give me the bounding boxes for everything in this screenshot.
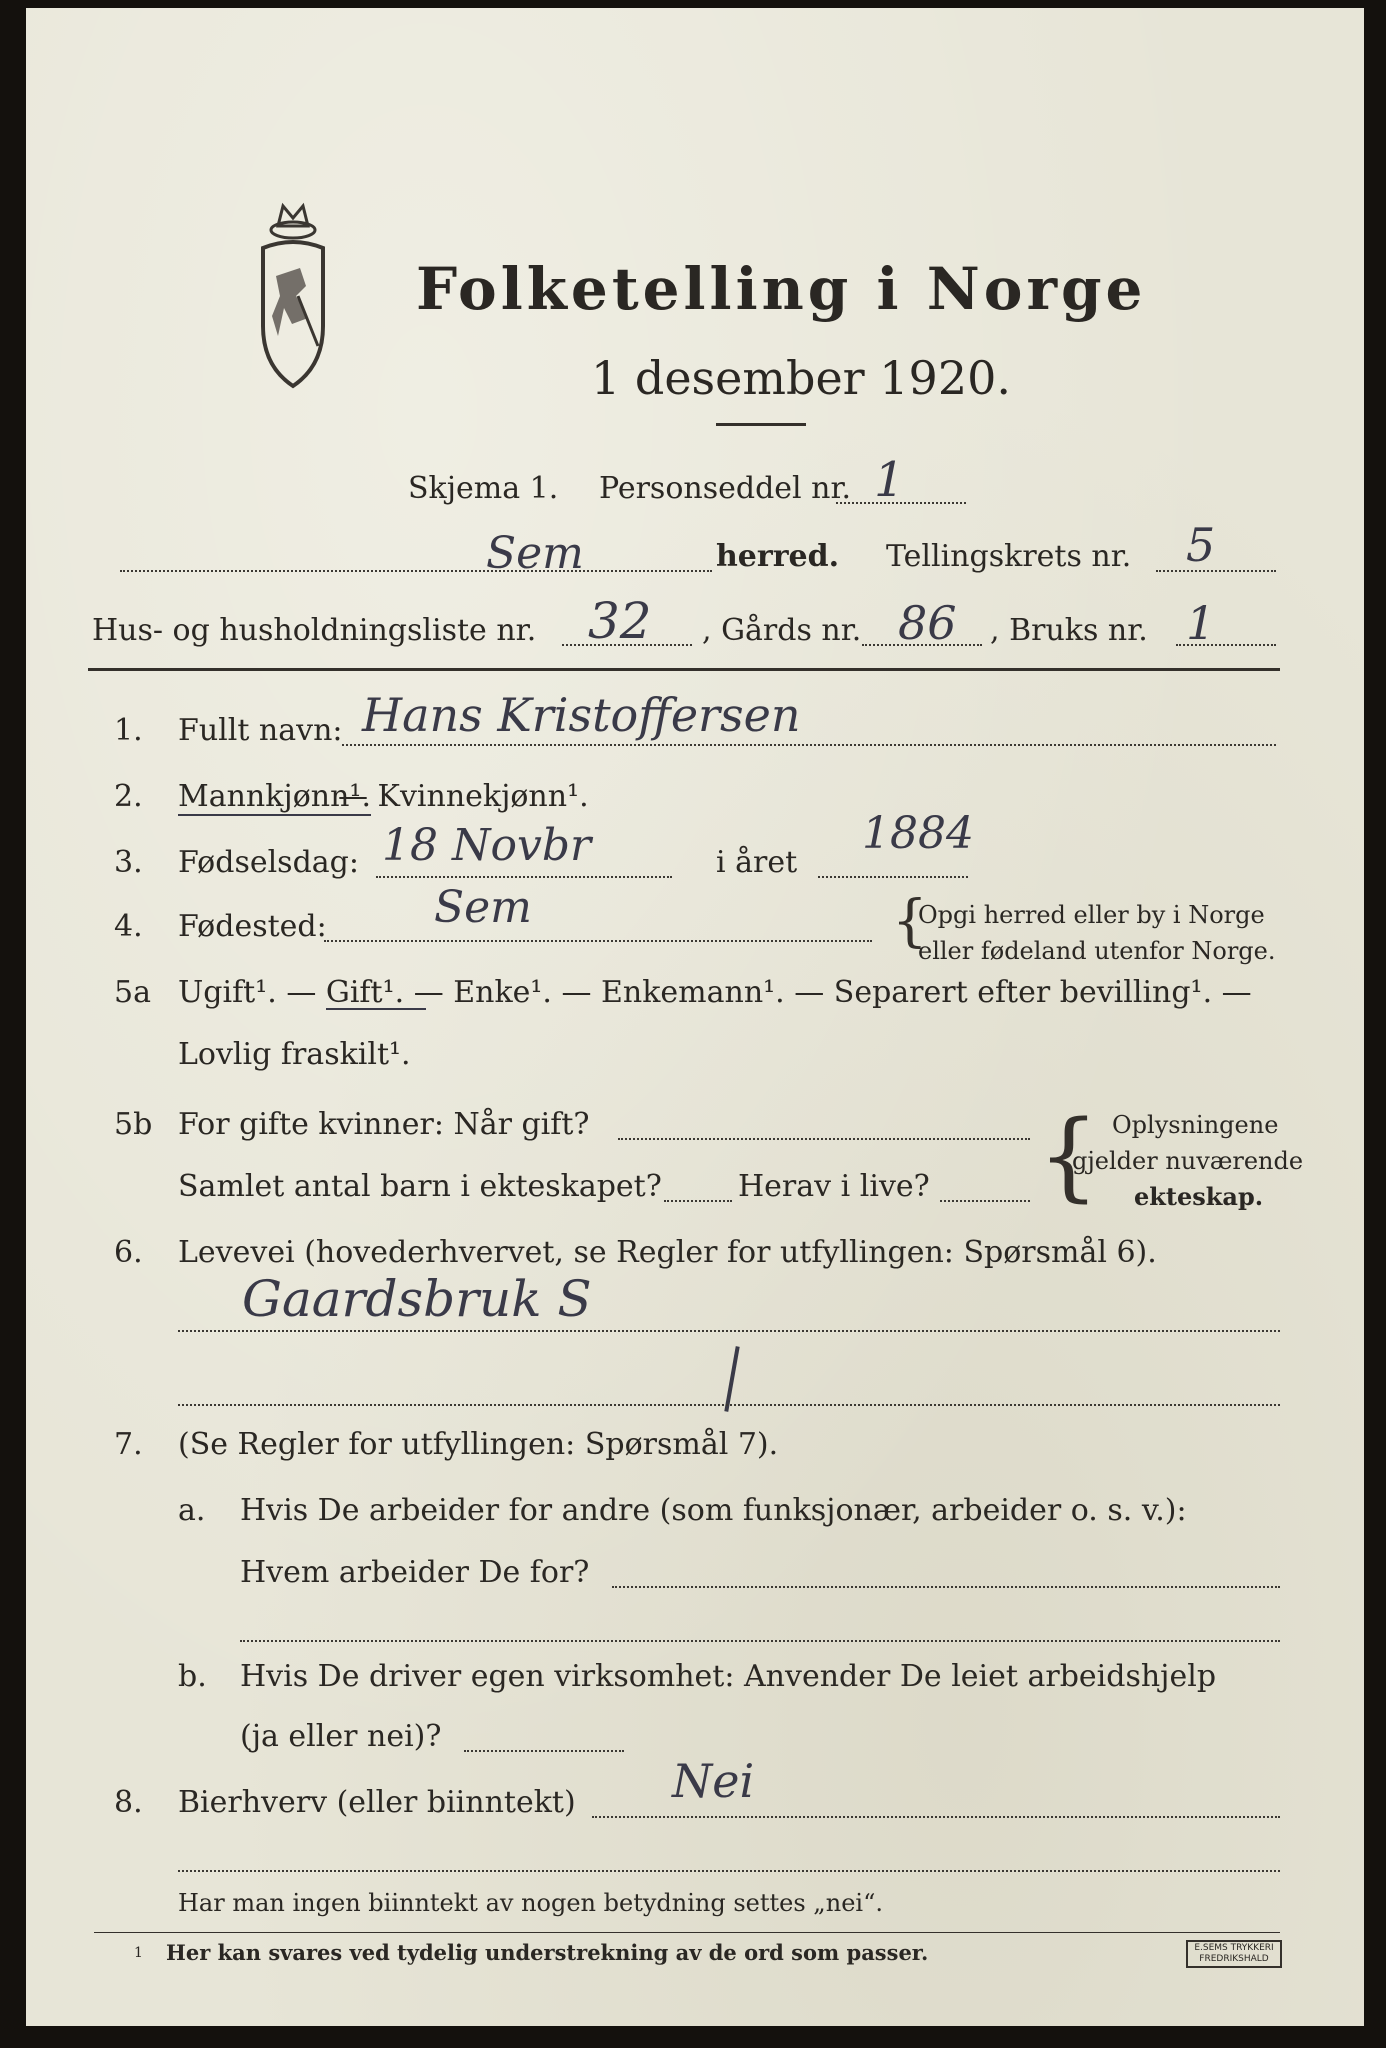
q6-line2 (178, 1404, 1280, 1406)
municipality-label: herred. (716, 539, 840, 574)
q5b-children: Samlet antal barn i ekteskapet? (178, 1169, 662, 1204)
q7-number: 7. (114, 1427, 143, 1462)
q3-number: 3. (114, 845, 143, 880)
q5b-children-line (664, 1200, 732, 1202)
person-slip-value: 1 (874, 452, 905, 508)
q3-year-label: i året (716, 845, 798, 880)
q5b-married-when-line (618, 1138, 1030, 1140)
q8-line (592, 1816, 1280, 1818)
q7a-letter: a. (178, 1493, 206, 1528)
holding-label: , Bruks nr. (990, 613, 1148, 648)
q7b-yesno-line (464, 1750, 624, 1752)
household-list-value: 32 (588, 592, 652, 650)
municipality-line (120, 570, 712, 572)
q1-label: Fullt navn: (178, 713, 343, 748)
q7b-letter: b. (178, 1659, 207, 1694)
q8-label: Bierhverv (eller biinntekt) (178, 1785, 576, 1820)
q8-extra-line (178, 1870, 1280, 1872)
q3-label: Fødselsdag: (178, 845, 359, 880)
q5b-alive: Herav i live? (738, 1169, 930, 1204)
q6-label: Levevei (hovederhvervet, se Regler for utfyllingen: Spørsmål 6). (178, 1235, 1157, 1270)
q7a-extra-line (240, 1640, 1280, 1642)
coat-of-arms-icon (248, 196, 338, 392)
q5a-number: 5a (114, 975, 151, 1010)
q7a-employer: Hvem arbeider De for? (240, 1555, 590, 1590)
household-list-label: Hus- og husholdningsliste nr. (92, 613, 537, 648)
q4-note-line2: eller fødeland utenfor Norge. (918, 937, 1276, 965)
q8-note: Har man ingen biinntekt av nogen betydning settes „nei“. (178, 1889, 883, 1917)
q4-label: Fødested: (178, 909, 327, 944)
q5b-note-line1: Oplysningene (1112, 1111, 1279, 1139)
q2-male: Mannkjønn¹. (178, 779, 371, 814)
q7a-text: Hvis De arbeider for andre (som funksjonær, arbeider o. s. v.): (240, 1493, 1187, 1528)
footnote-mark: 1 (134, 1945, 143, 1961)
q4-value: Sem (434, 882, 532, 933)
printer-stamp-line2: FREDRIKSHALD (1199, 1954, 1269, 1964)
q1-line (342, 744, 1276, 746)
q3-day-line (376, 876, 672, 878)
q2-number: 2. (114, 779, 143, 814)
q1-value: Hans Kristoffersen (362, 688, 801, 742)
schema-label: Skjema 1. (408, 471, 559, 506)
q7b-yesno: (ja eller nei)? (240, 1719, 442, 1754)
header-rule (88, 668, 1280, 671)
q5b-alive-line (940, 1200, 1030, 1202)
q4-number: 4. (114, 909, 143, 944)
person-slip-label: Personseddel nr. (599, 471, 852, 506)
district-line (1156, 570, 1276, 572)
footnote-text: Her kan svares ved tydelig understrekning av de ord som passer. (166, 1940, 929, 1965)
q1-number: 1. (114, 713, 143, 748)
printer-stamp (1186, 1940, 1282, 1968)
footnote-rule (94, 1932, 1280, 1933)
q5a-options-cont: Lovlig fraskilt¹. (178, 1037, 411, 1072)
q7b-text: Hvis De driver egen virksomhet: Anvender De leiet arbeidshjelp (240, 1659, 1217, 1694)
q4-brace: { (892, 889, 928, 954)
q7a-employer-line (612, 1586, 1280, 1588)
district-label: Tellingskrets nr. (886, 539, 1132, 574)
form-date: 1 desember 1920. (591, 351, 1011, 405)
q6-line1 (178, 1330, 1280, 1332)
q5b-note-line3: ekteskap. (1134, 1182, 1264, 1211)
q3-day-value: 18 Novbr (382, 820, 592, 871)
district-value: 5 (1186, 518, 1216, 572)
municipality-value: Sem (486, 528, 584, 579)
q3-year-line (818, 876, 968, 878)
holding-value: 1 (1186, 596, 1216, 650)
farm-label: , Gårds nr. (702, 613, 862, 648)
q5a-married-underline (326, 1008, 426, 1010)
q5b-brace: { (1038, 1100, 1100, 1212)
q3-year-value: 1884 (862, 808, 974, 859)
q5b-married-when: For gifte kvinner: Når gift? (178, 1107, 590, 1142)
q5a-options: Ugift¹. — Gift¹. — Enke¹. — Enkemann¹. — Separert efter bevilling¹. — (178, 975, 1252, 1010)
q6-stroke-mark (724, 1346, 739, 1412)
title-divider (716, 423, 806, 426)
q2-female: — Kvinnekjønn¹. (338, 779, 589, 814)
q8-value: Nei (672, 1754, 755, 1808)
q5b-number: 5b (114, 1107, 153, 1142)
census-form (26, 8, 1364, 2026)
q8-number: 8. (114, 1785, 143, 1820)
q6-value: Gaardsbruk S (242, 1270, 592, 1328)
q6-number: 6. (114, 1235, 143, 1270)
form-title: Folketelling i Norge (416, 255, 1147, 323)
farm-value: 86 (898, 596, 957, 650)
printer-stamp-line1: E.SEMS TRYKKERI (1194, 1943, 1274, 1953)
q4-line (324, 940, 872, 942)
q4-note-line1: Opgi herred eller by i Norge (918, 901, 1265, 929)
q7-label: (Se Regler for utfyllingen: Spørsmål 7). (178, 1427, 779, 1462)
q5b-note-line2: gjelder nuværende (1072, 1147, 1304, 1175)
